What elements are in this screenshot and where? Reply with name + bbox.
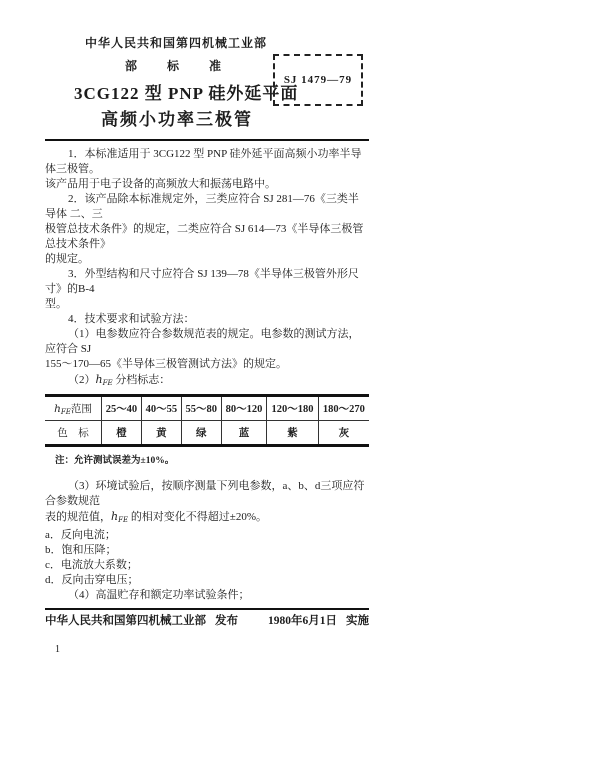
list-item-c: c．电流放大系数；: [45, 559, 138, 571]
clause-4-heading: 4．技术要求和试验方法：: [68, 313, 195, 325]
hfe-range-cell: 120～180: [267, 396, 318, 421]
table-row-color-code: [45, 421, 369, 446]
clause-4-1-line-2: 155～170—65《半导体三极管测试方法》的规定。: [45, 358, 287, 370]
clause-4-3-prefix: 表的规范值，: [45, 511, 111, 523]
color-code-cell: 紫: [267, 421, 318, 446]
hfe-range-cell: 80～120: [221, 396, 267, 421]
footer-implement-label: 实施: [346, 615, 369, 627]
hfe-subscript: FE: [60, 408, 71, 416]
hfe-symbol: $h_{FE}$: [111, 510, 129, 524]
document-content: [45, 36, 369, 655]
document-title-line1: 3CG122 型 PNP 硅外延平面: [74, 84, 299, 103]
clause-4-2-prefix: （2）: [68, 374, 96, 386]
body-text-block: [45, 147, 369, 391]
color-code-cell: 橙: [102, 421, 142, 446]
list-item-a: a．反向电流；: [45, 529, 116, 541]
body-text-block-2: [45, 479, 369, 603]
color-code-cell: 蓝: [221, 421, 267, 446]
list-item-d: d．反向击穿电压；: [45, 574, 139, 586]
table-note: 注：允许测试误差为±10%。: [55, 456, 175, 466]
footer-date: 1980年6月1日: [268, 615, 337, 627]
hfe-subscript: FE: [102, 379, 113, 387]
color-code-cell: 灰: [318, 421, 369, 446]
clause-2-line-1: 2．该产品除本标准规定外，三类应符合 SJ 281—76《三类半导体 二、三: [45, 193, 359, 220]
clause-1-line-2: 该产品用于电子设备的高频放大和振荡电路中。: [45, 178, 276, 190]
hfe-symbol: $h_{FE}$: [95, 373, 113, 387]
footer-date-group: [268, 614, 369, 628]
clause-4-2-heading: [45, 372, 369, 391]
footer-divider: [45, 608, 369, 610]
publisher-name: 中华人民共和国第四机械工业部: [85, 36, 268, 50]
clause-3-line-2: 型。: [45, 298, 67, 310]
clause-4-2-suffix: 分档标志：: [115, 374, 171, 386]
header-divider: [45, 139, 369, 141]
hfe-range-cell: 55～80: [181, 396, 221, 421]
clause-2-line-2: 极管总技术条件》的规定，二类应符合 SJ 614—73《半导体三极管总技术条件》: [45, 223, 364, 250]
clause-3-line-1: 3．外型结构和尺寸应符合 SJ 139—78《半导体三极管外形尺寸》的B-4: [45, 268, 359, 295]
hfe-subscript: FE: [118, 516, 129, 524]
clause-2-line-3: 的规定。: [45, 253, 89, 265]
hfe-range-header-cell: [45, 396, 102, 421]
clause-4-3-line-2: [45, 509, 369, 528]
document-title-line2: 高频小功率三极管: [101, 110, 253, 129]
footer-issuer: 中华人民共和国第四机械工业部: [45, 615, 206, 627]
hfe-symbol: $h_{FE}$: [54, 403, 71, 416]
list-item-b: b．饱和压降；: [45, 544, 117, 556]
clause-4-1-line-1: （1）电参数应符合参数规范表的规定。电参数的测试方法，应符合 SJ: [45, 328, 360, 355]
document-footer: [45, 614, 369, 628]
clause-4-3-suffix: 的相对变化不得超过±20%。: [130, 511, 268, 523]
hfe-range-cell: 180～270: [318, 396, 369, 421]
clause-4-4-heading: （4）高温贮存和额定功率试验条件；: [68, 589, 250, 601]
color-code-cell: 绿: [181, 421, 221, 446]
clause-4-3-line-1: （3）环境试验后，按顺序测量下列电参数，a、b、d三项应符合参数规范: [45, 480, 365, 507]
standard-number-box: [273, 54, 363, 106]
color-code-header-cell: 色 标: [45, 421, 102, 446]
footer-issuer-group: [45, 614, 238, 628]
page-number: 1: [55, 644, 60, 655]
footer-issue-label: 发布: [215, 615, 238, 627]
hfe-range-cell: 40～55: [141, 396, 181, 421]
standard-type-label: 部 标 准: [125, 59, 231, 73]
hfe-range-cell: 25～40: [102, 396, 142, 421]
table-row-hfe-range: [45, 396, 369, 421]
hfe-range-label: 范围: [70, 404, 92, 415]
hfe-grading-table: [45, 394, 369, 447]
document-header: [45, 36, 369, 129]
color-code-cell: 黄: [141, 421, 181, 446]
standard-number: SJ 1479—79: [283, 74, 353, 86]
clause-1-line-1: 1．本标准适用于 3CG122 型 PNP 硅外延平面高频小功率半导体三极管。: [45, 148, 362, 175]
